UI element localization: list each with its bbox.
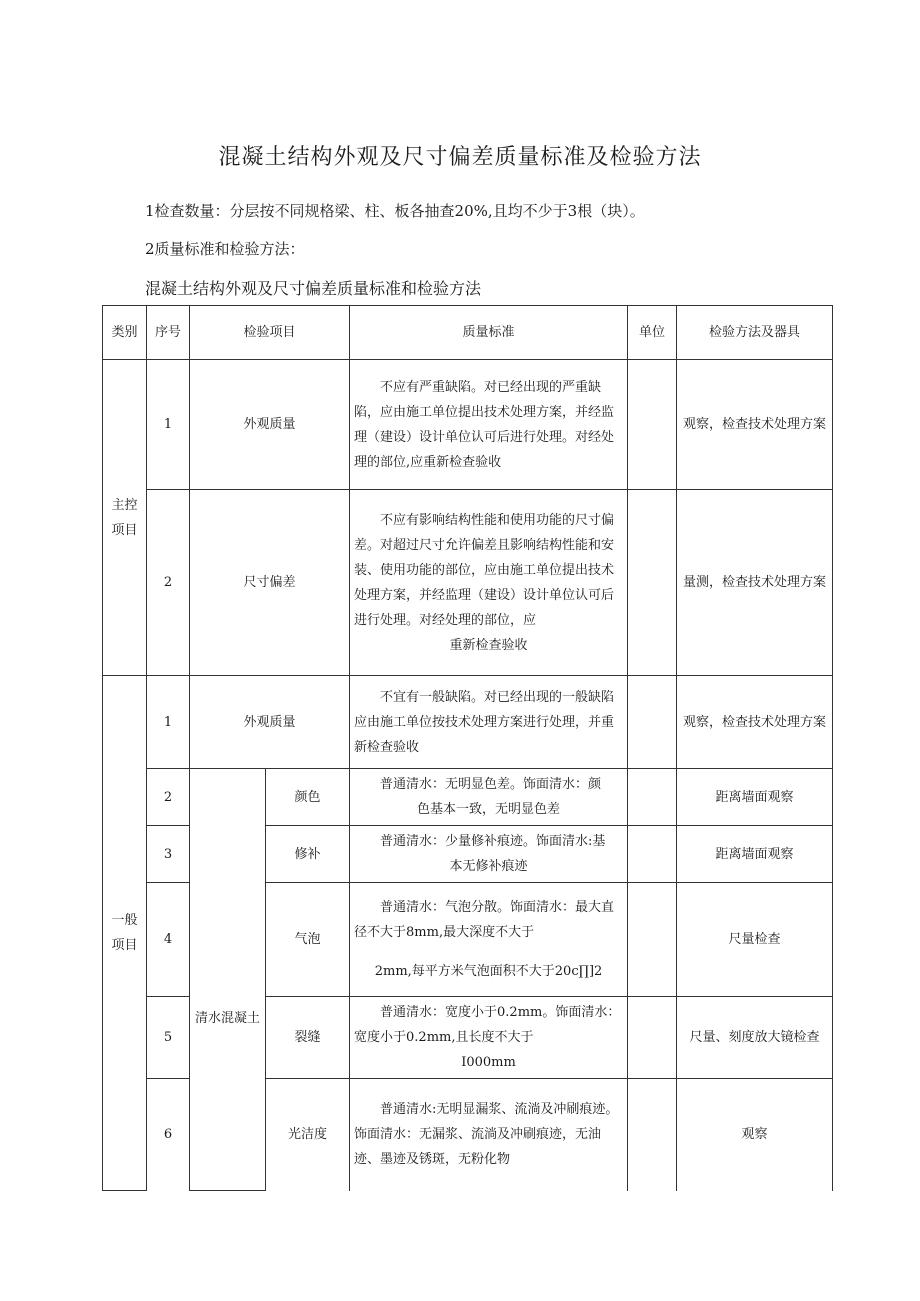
standard-heading: 2质量标准和检验方法： — [145, 240, 305, 258]
table-row — [103, 676, 833, 769]
page-title: 混凝土结构外观及尺寸偏差质量标准及检验方法 — [218, 145, 702, 170]
row-item: 气泡 — [266, 883, 350, 997]
table-row — [103, 360, 833, 490]
category-main: 主控项目 — [103, 360, 147, 676]
row-no: 5 — [147, 997, 190, 1079]
row-method: 观察 — [677, 1079, 833, 1191]
row-standard: 普通清水:无明显漏浆、流淌及冲刷痕迹。饰面清水：无漏浆、流淌及冲刷痕迹，无油迹、墨迹及锈斑，无粉化物 — [350, 1079, 628, 1191]
table-row — [103, 769, 833, 826]
row-unit — [628, 883, 677, 997]
row-no: 6 — [147, 1079, 190, 1191]
row-standard: 普通清水：宽度小于0.2mm。饰面清水：宽度小于0.2mm,且长度不大于 I000mm — [350, 997, 628, 1079]
row-standard: 普通清水：气泡分散。饰面清水：最大直径不大于8mm,最大深度不大于 2mm,每平方米气泡面积不大于20c∏]2 — [350, 883, 628, 997]
row-no: 1 — [147, 676, 190, 769]
row-unit — [628, 1079, 677, 1191]
row-item: 颜色 — [266, 769, 350, 826]
row-no: 1 — [147, 360, 190, 490]
row-unit — [628, 997, 677, 1079]
check-quantity-text: 1检查数量：分层按不同规格梁、柱、板各抽查20%,且均不少于3根（块）。 — [145, 202, 645, 220]
quality-standard-table — [102, 305, 833, 1191]
row-item: 裂缝 — [266, 997, 350, 1079]
category-general: 一般项目 — [103, 676, 147, 1191]
table-header-row — [103, 306, 833, 360]
header-category: 类别 — [103, 306, 147, 360]
row-item: 尺寸偏差 — [190, 490, 350, 676]
row-unit — [628, 676, 677, 769]
row-item: 外观质量 — [190, 676, 350, 769]
row-unit — [628, 360, 677, 490]
table-caption: 混凝土结构外观及尺寸偏差质量标准和检验方法 — [145, 279, 482, 298]
row-item: 光洁度 — [266, 1079, 350, 1191]
row-method: 量测，检查技术处理方案 — [677, 490, 833, 676]
row-standard: 普通清水：少量修补痕迹。饰面清水:基 本无修补痕迹 — [350, 826, 628, 883]
qingshui-group: 清水混凝土 — [190, 769, 266, 1191]
row-item: 修补 — [266, 826, 350, 883]
row-item: 外观质量 — [190, 360, 350, 490]
row-standard: 不宜有一般缺陷。对已经出现的一般缺陷应由施工单位按技术处理方案进行处理，并重新检查验收 — [350, 676, 628, 769]
row-standard: 不应有严重缺陷。对已经出现的严重缺陷，应由施工单位提出技术处理方案，并经监理（建设）设计单位认可后进行处理。对经处理的部位,应重新检查验收 — [350, 360, 628, 490]
row-method: 距离墙面观察 — [677, 769, 833, 826]
row-no: 3 — [147, 826, 190, 883]
row-unit — [628, 826, 677, 883]
row-method: 观察，检查技术处理方案 — [677, 676, 833, 769]
header-method: 检验方法及器具 — [677, 306, 833, 360]
row-unit — [628, 490, 677, 676]
row-method: 尺量检查 — [677, 883, 833, 997]
row-method: 尺量、刻度放大镜检查 — [677, 997, 833, 1079]
table-row — [103, 490, 833, 676]
header-item: 检验项目 — [190, 306, 350, 360]
header-unit: 单位 — [628, 306, 677, 360]
row-method: 观察，检查技术处理方案 — [677, 360, 833, 490]
row-standard: 不应有影响结构性能和使用功能的尺寸偏差。对超过尺寸允许偏差且影响结构性能和安装、使用功能的部位，应由施工单位提出技术处理方案，并经监理（建设）设计单位认可后进行处理。对经处理的部位，应 重新检查验收 — [350, 490, 628, 676]
row-no: 2 — [147, 769, 190, 826]
row-no: 4 — [147, 883, 190, 997]
row-no: 2 — [147, 490, 190, 676]
header-no: 序号 — [147, 306, 190, 360]
row-method: 距离墙面观察 — [677, 826, 833, 883]
header-standard: 质量标准 — [350, 306, 628, 360]
row-standard: 普通清水：无明显色差。饰面清水：颜 色基本一致，无明显色差 — [350, 769, 628, 826]
row-unit — [628, 769, 677, 826]
